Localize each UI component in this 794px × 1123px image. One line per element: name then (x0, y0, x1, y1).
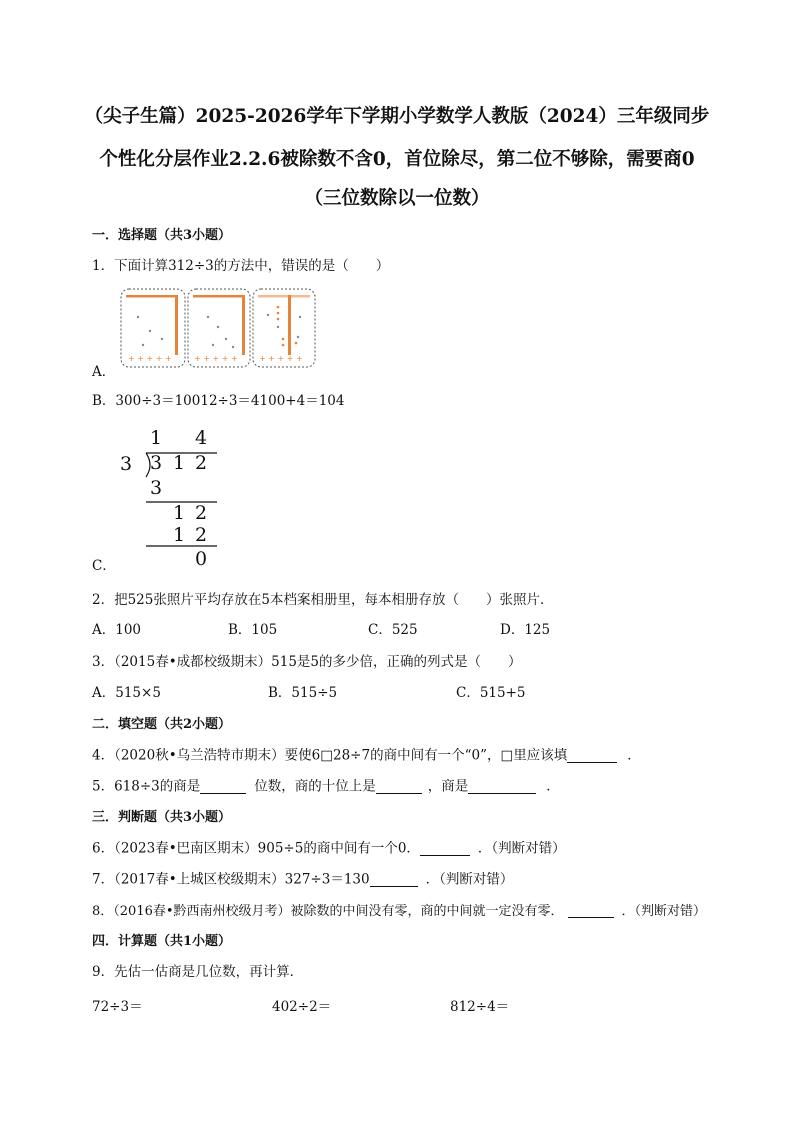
dividend-digit-3: 2 (195, 452, 208, 474)
title-line-2: 个性化分层作业2.2.6被除数不含0，首位除尽，第二位不够除，需要商0 (99, 149, 695, 170)
step-3-digit-2: 2 (195, 524, 208, 546)
section-fill-heading: 二．填空题（共2小题） (92, 717, 232, 732)
q4-answer-blank[interactable] (567, 749, 617, 763)
step-2-digit-2: 2 (195, 502, 208, 524)
q2-option-c: C．525 (368, 622, 418, 638)
question-2-stem: 2．把525张照片平均存放在5本档案相册里，每本相册存放（ ）张照片． (92, 592, 554, 608)
title-line-1: （尖子生篇）2025-2026学年下学期小学数学人教版（2024）三年级同步 (84, 106, 710, 127)
svg-text:+ + + + +: + + + + + (194, 354, 238, 363)
q5-blank-digits[interactable] (200, 780, 246, 794)
option-c-label: C． (92, 558, 116, 574)
step-1-product: 3 (150, 477, 163, 499)
q6-answer-blank[interactable] (420, 842, 470, 856)
svg-text:+ + + + +: + + + + + (128, 354, 172, 363)
question-6 (92, 842, 566, 856)
divisor: 3 (120, 453, 133, 475)
q7-text: 7．（2017春•上城区校级期末）327÷3＝130 (92, 871, 370, 888)
long-division (110, 425, 230, 575)
quotient-digit-hundreds: 1 (150, 427, 163, 449)
q8-end: ．（判断对错） (621, 904, 707, 919)
section-choice-heading: 一．选择题（共3小题） (92, 228, 232, 243)
q5-blank-quotient[interactable] (468, 780, 536, 794)
q6-end: ．（判断对错） (477, 840, 566, 857)
q3-option-c: C．515+5 (456, 685, 526, 701)
q6-text: 6．（2023春•巴南区期末）905÷5的商中间有一个0． (92, 840, 420, 857)
option-a-label: A． (92, 364, 116, 380)
q5-end: ． (546, 778, 560, 795)
question-1-stem: 1．下面计算312÷3的方法中，错误的是（ ） (92, 258, 390, 274)
q3-option-b: B．515÷5 (268, 685, 338, 701)
step-2-digit-1: 1 (173, 502, 186, 524)
question-8 (92, 904, 706, 918)
q9-item-3: 812÷4＝ (450, 999, 510, 1015)
section-judge-heading: 三．判断题（共3小题） (92, 810, 232, 825)
q7-end: ．（判断对错） (425, 871, 514, 888)
abacus-figure (118, 287, 318, 369)
q7-answer-blank[interactable] (370, 873, 418, 887)
q9-item-1: 72÷3＝ (92, 999, 143, 1015)
question-4 (92, 749, 641, 763)
q5-blank-tens[interactable] (376, 780, 422, 794)
dividend-digit-1: 3 (150, 452, 163, 474)
title-line-3: （三位数除以一位数） (304, 188, 490, 209)
svg-text:+ + + + +: + + + + + (259, 354, 303, 363)
question-7 (92, 873, 513, 887)
q8-text: 8．（2016春•黔西南州校级月考）被除数的中间没有零，商的中间就一定没有零． (92, 904, 564, 919)
q8-answer-blank[interactable] (568, 904, 614, 918)
question-3-stem: 3．（2015春•成都校级期末）515是5的多少倍，正确的列式是（ ） (92, 654, 522, 670)
q2-option-a: A．100 (92, 622, 142, 638)
q2-option-b: B．105 (228, 622, 278, 638)
q3-option-a: A．515×5 (92, 685, 161, 701)
remainder: 0 (195, 548, 208, 570)
step-3-digit-1: 1 (173, 524, 186, 546)
q5-part-1: 5．618÷3的商是 (92, 778, 201, 795)
q2-option-d: D．125 (500, 622, 551, 638)
dividend-digit-2: 1 (173, 452, 186, 474)
q9-item-2: 402÷2＝ (272, 999, 332, 1015)
question-9-stem: 9．先估一估商是几位数，再计算． (92, 964, 304, 980)
question-5 (92, 780, 560, 794)
q5-part-2: 位数，商的十位上是 (254, 778, 376, 795)
option-b: B．300÷3＝10012÷3＝4100+4＝104 (92, 393, 345, 409)
quotient-digit-ones: 4 (195, 427, 208, 449)
q4-text: 4．（2020秋•乌兰浩特市期末）要使6□28÷7的商中间有一个“0”，□里应该填 (92, 747, 568, 764)
q4-end: ． (627, 747, 641, 764)
q5-part-3: ，商是 (427, 778, 469, 795)
section-calc-heading: 四．计算题（共1小题） (92, 934, 232, 949)
